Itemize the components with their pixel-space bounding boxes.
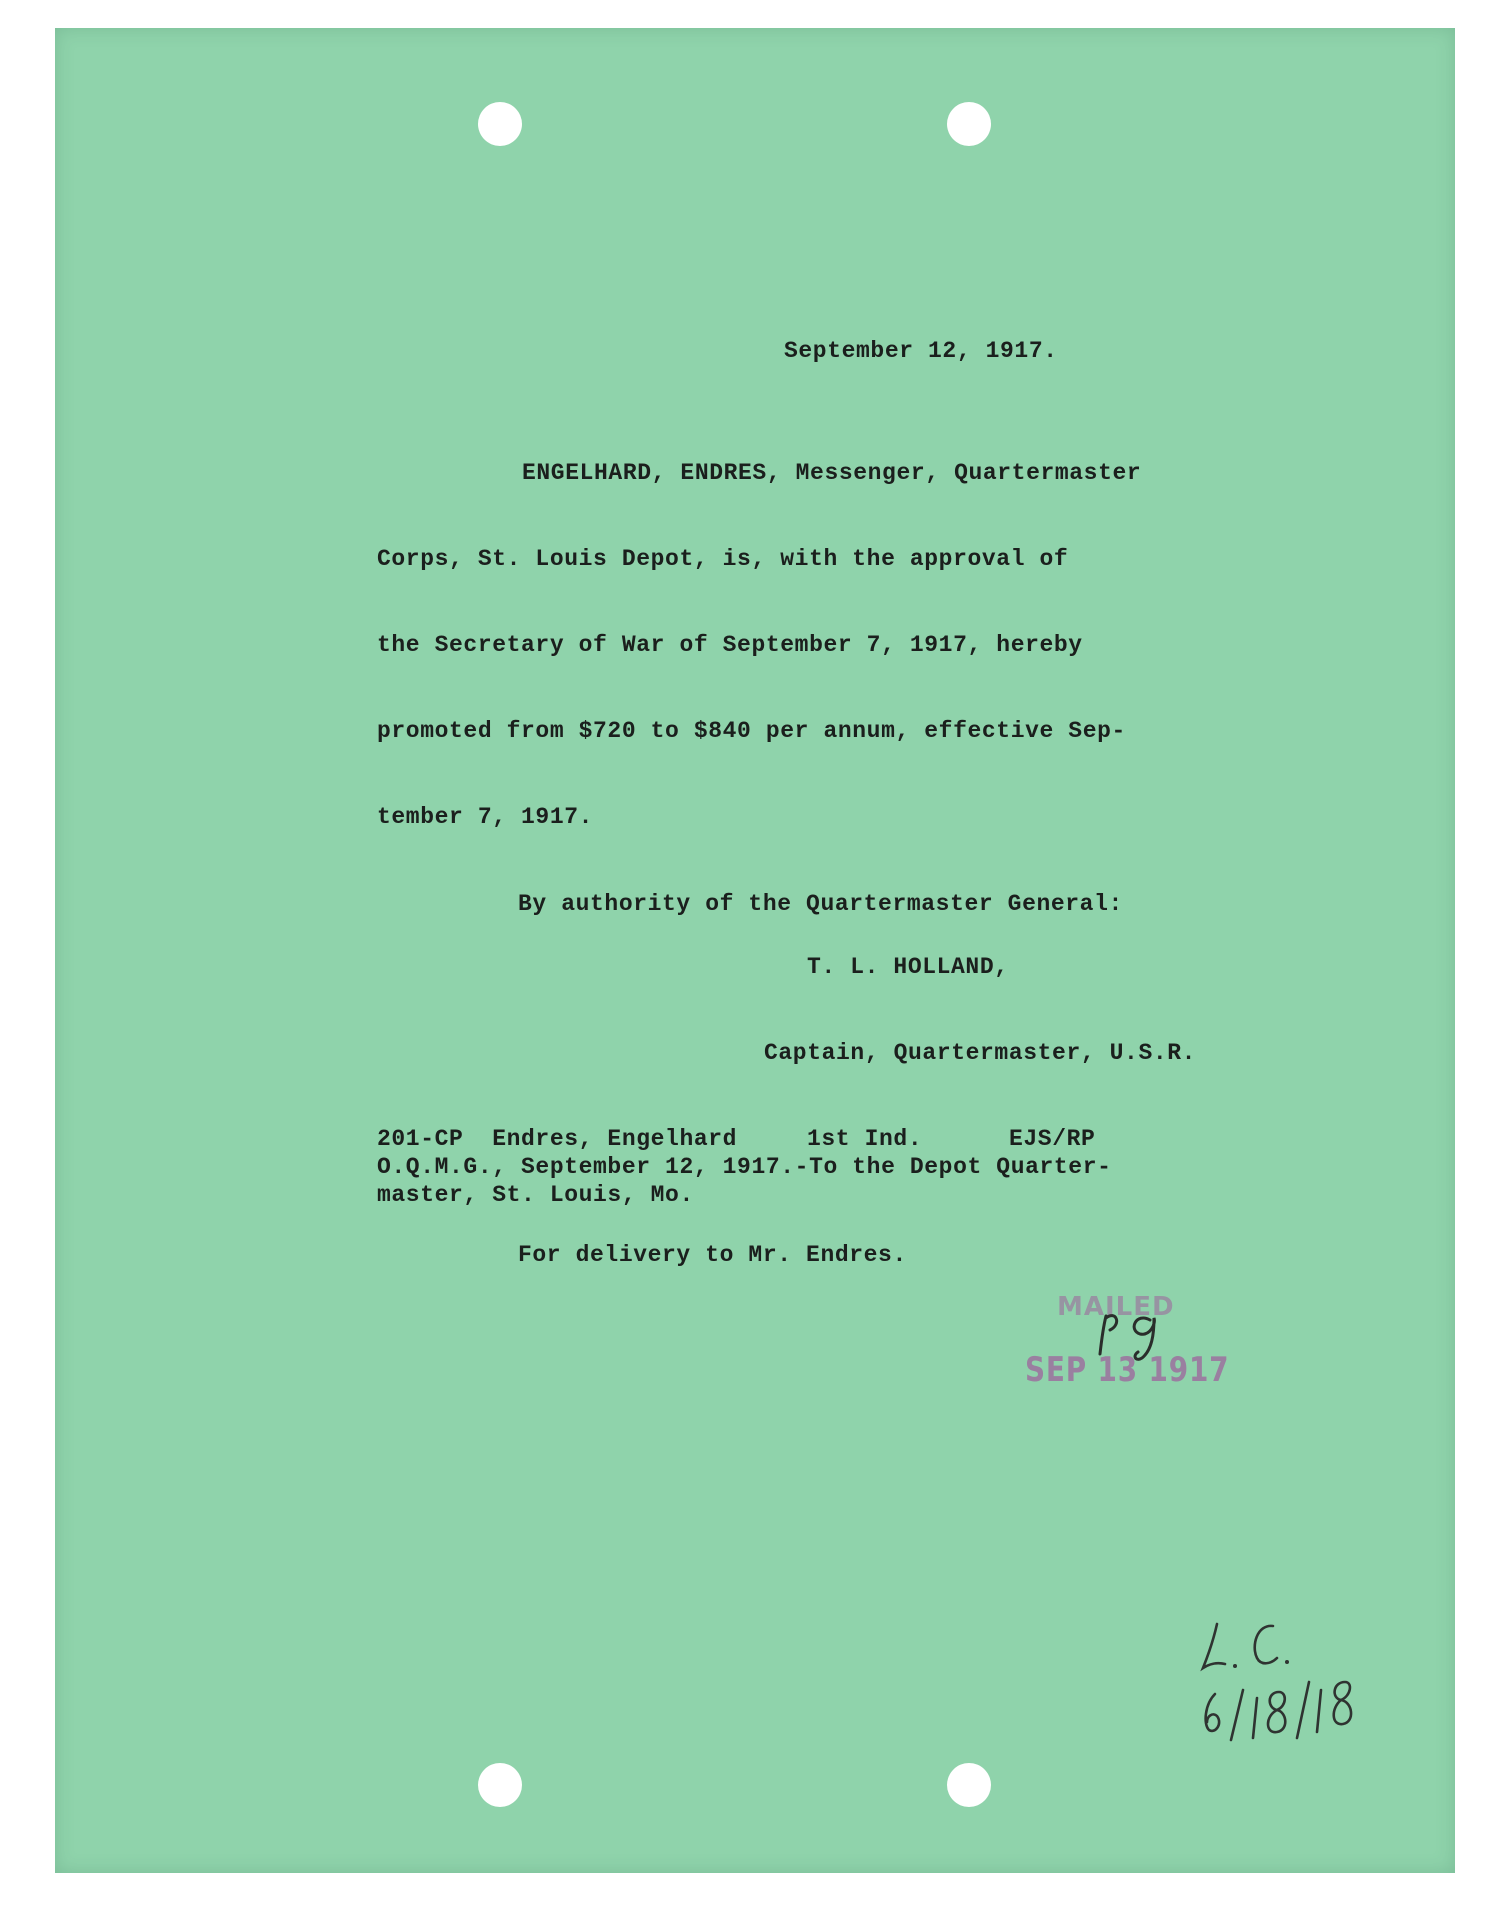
authority-line: By authority of the Quartermaster General: <box>518 891 1123 917</box>
stamp-handwritten-initials <box>1092 1306 1182 1366</box>
mailed-stamp-date: SEP 13 1917 <box>1025 1350 1230 1390</box>
indorsement-line-3: master, St. Louis, Mo. <box>377 1182 694 1208</box>
punch-hole-bottom-left <box>478 1763 522 1807</box>
body-line-5: tember 7, 1917. <box>377 804 594 830</box>
indorsement-number: 1st Ind. <box>807 1126 923 1152</box>
punch-hole-top-left <box>478 102 522 146</box>
delivery-note: For delivery to Mr. Endres. <box>518 1242 907 1268</box>
body-line-2: Corps, St. Louis Depot, is, with the approval of <box>377 546 1069 572</box>
body-line-1: ENGELHARD, ENDRES, Messenger, Quartermaster <box>522 460 1142 486</box>
signer-title: Captain, Quartermaster, U.S.R. <box>764 1040 1197 1066</box>
punch-hole-top-right <box>947 102 991 146</box>
handwritten-margin-note <box>1195 1612 1370 1752</box>
punch-hole-bottom-right <box>947 1763 991 1807</box>
indorsement-initials: EJS/RP <box>1009 1126 1096 1152</box>
body-line-4: promoted from $720 to $840 per annum, effective Sep- <box>377 718 1126 744</box>
indorsement-line-2: O.Q.M.G., September 12, 1917.-To the Depot Quarter- <box>377 1154 1112 1180</box>
mailed-stamp-label: MAILED <box>1057 1292 1175 1322</box>
indorsement-file-ref: 201-CP Endres, Engelhard <box>377 1126 738 1152</box>
document-sheet <box>55 28 1455 1873</box>
signer-name: T. L. HOLLAND, <box>807 954 1009 980</box>
letter-date: September 12, 1917. <box>784 338 1058 364</box>
body-line-3: the Secretary of War of September 7, 1917, hereby <box>377 632 1083 658</box>
